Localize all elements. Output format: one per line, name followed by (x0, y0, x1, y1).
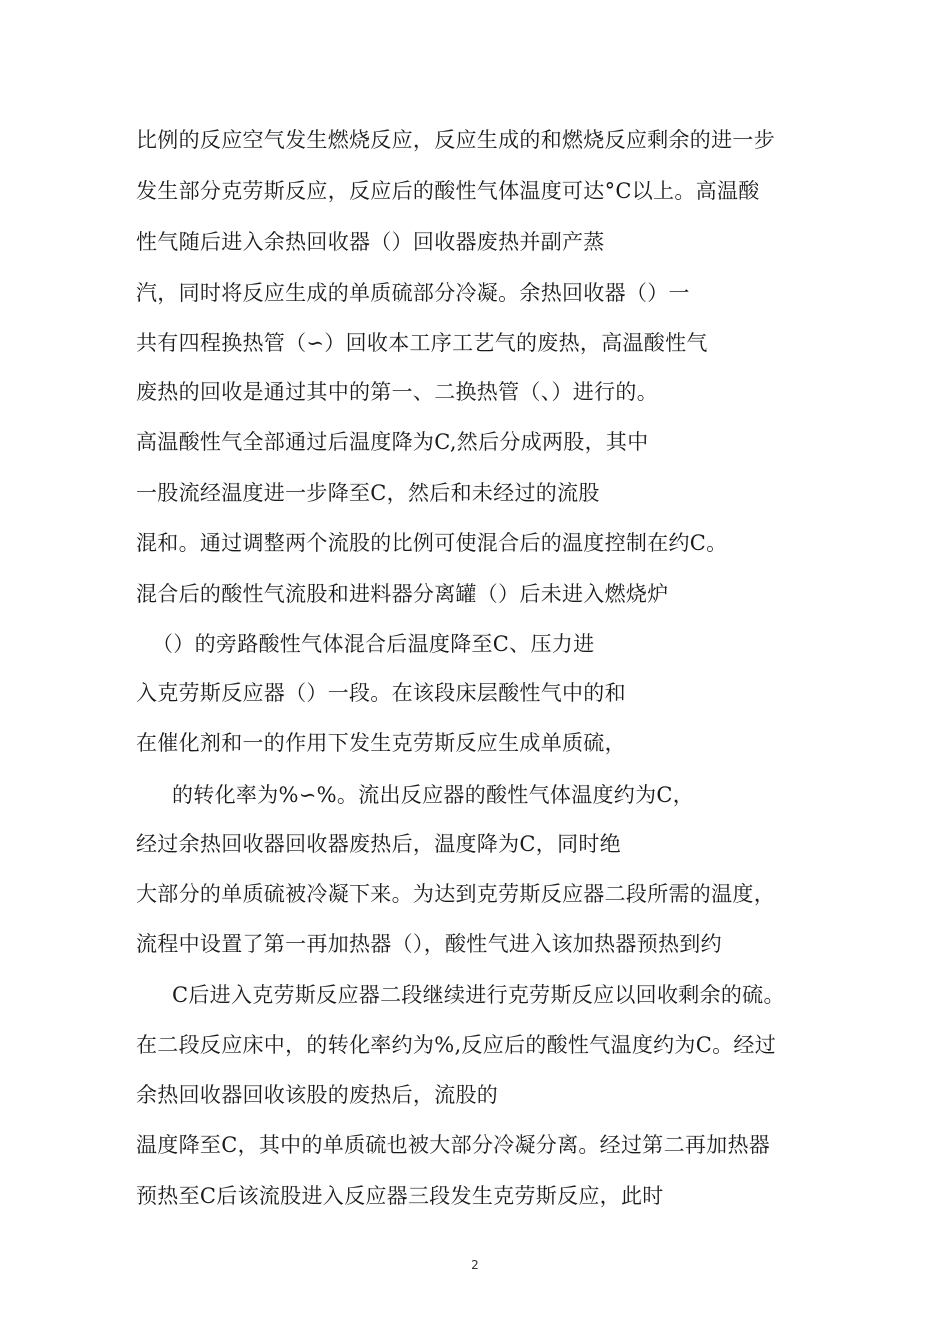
text-line: （）的旁路酸性气体混合后温度降至C、压力进 (152, 632, 595, 656)
text-line: 余热回收器回收该股的废热后，流股的 (136, 1083, 499, 1107)
text-line: 汽，同时将反应生成的单质硫部分冷凝。余热回收器（）一 (136, 281, 690, 305)
text-line: 废热的回收是通过其中的第一、二换热管（、）进行的。 (136, 380, 658, 404)
text-line: 性气随后进入余热回收器（）回收器废热并副产蒸 (136, 230, 605, 254)
text-line: 比例的反应空气发生燃烧反应，反应生成的和燃烧反应剩余的进一步 (136, 128, 775, 152)
text-line: C后进入克劳斯反应器二段继续进行克劳斯反应以回收剩余的硫。 (172, 983, 785, 1007)
text-line: 混和。通过调整两个流股的比例可使混合后的温度控制在约C。 (136, 531, 728, 555)
text-line: 入克劳斯反应器（）一段。在该段床层酸性气中的和 (136, 681, 626, 705)
text-line: 高温酸性气全部通过后温度降为C,然后分成两股，其中 (136, 430, 649, 454)
text-line: 共有四程换热管（∽）回收本工序工艺气的废热，高温酸性气 (136, 331, 708, 355)
text-line: 的转化率为%∽%。流出反应器的酸性气体温度约为C， (172, 783, 695, 807)
text-line: 在二段反应床中，的转化率约为%,反应后的酸性气温度约为C。经过 (136, 1033, 776, 1057)
text-line: 混合后的酸性气流股和进料器分离罐（）后未进入燃烧炉 (136, 582, 669, 606)
text-line: 流程中设置了第一再加热器（），酸性气进入该加热器预热到约 (136, 932, 722, 956)
text-line: 预热至C后该流股进入反应器三段发生克劳斯反应，此时 (136, 1184, 664, 1208)
page-number: 2 (471, 1258, 479, 1272)
text-line: 一股流经温度进一步降至C，然后和未经过的流股 (136, 481, 600, 505)
text-line: 发生部分克劳斯反应，反应后的酸性气体温度可达°C以上。高温酸 (136, 179, 760, 203)
text-line: 经过余热回收器回收器废热后，温度降为C，同时绝 (136, 832, 621, 856)
text-line: 温度降至C，其中的单质硫也被大部分冷凝分离。经过第二再加热器 (136, 1133, 771, 1157)
text-line: 在催化剂和一的作用下发生克劳斯反应生成单质硫， (136, 731, 626, 755)
text-line: 大部分的单质硫被冷凝下来。为达到克劳斯反应器二段所需的温度， (136, 882, 775, 906)
